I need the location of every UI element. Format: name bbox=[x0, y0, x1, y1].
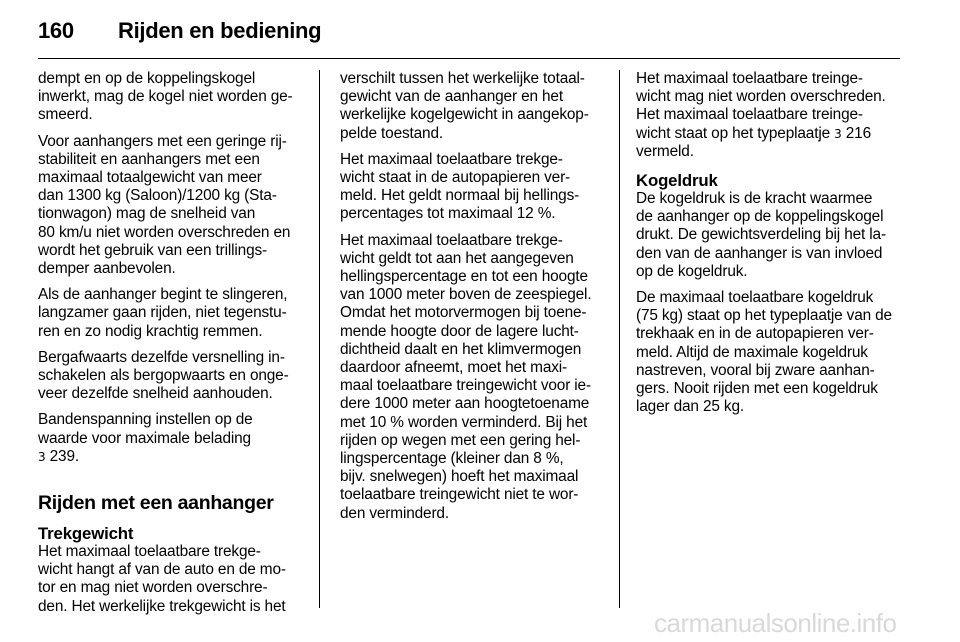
text-line: met 10 % worden verminderd. Bij het bbox=[340, 413, 588, 431]
text-line: toelaatbare treingewicht niet te wor- bbox=[340, 486, 579, 504]
text-line bbox=[636, 125, 911, 143]
text-line: wicht mag niet worden overschreden. bbox=[636, 88, 886, 106]
text-line: veer dezelfde snelheid aanhouden. bbox=[38, 385, 273, 403]
text-line: vermeld. bbox=[636, 142, 694, 160]
header-rule bbox=[38, 58, 900, 59]
text-line: Als de aanhanger begint te slingeren, bbox=[38, 286, 288, 304]
text-line: Bergafwaarts dezelfde versnelling in- bbox=[38, 348, 285, 366]
text-line: rijden op wegen met een gering hel- bbox=[340, 431, 581, 449]
text-line: Het maximaal toelaatbare treinge- bbox=[636, 106, 863, 124]
subsection-title: Trekgewicht bbox=[38, 524, 134, 544]
text-line: wicht geldt tot aan het aangegeven bbox=[340, 249, 574, 267]
text-line: drukt. De gewichtsverdeling bij het la- bbox=[636, 226, 886, 244]
text-line: De maximaal toelaatbare kogeldruk bbox=[636, 289, 874, 307]
running-title: Rijden en bediening bbox=[118, 18, 322, 43]
text-line: langzamer gaan rijden, niet tegenstu- bbox=[38, 304, 287, 322]
text-line: dempt en op de koppelingskogel bbox=[38, 70, 256, 87]
text-line: demper aanbevolen. bbox=[38, 260, 176, 278]
paragraph bbox=[636, 70, 911, 161]
text-line: smeerd. bbox=[38, 106, 93, 124]
text-line: dere 1000 meter aan hoogtetoename bbox=[340, 395, 590, 413]
page-reference-number: 216 bbox=[845, 124, 871, 142]
text-line: 80 km/u niet worden overschreden en bbox=[38, 223, 291, 241]
text-line: wicht hangt af van de auto en de mo- bbox=[38, 561, 286, 579]
text-line: tionwagon) mag de snelheid van bbox=[38, 205, 256, 223]
text-line: lager dan 25 kg. bbox=[636, 398, 744, 416]
text-line: meld. Altijd de maximale kogeldruk bbox=[636, 343, 868, 361]
text-line: (75 kg) staat op het typeplaatje van de bbox=[636, 307, 892, 325]
text-line: nastreven, vooral bij zware aanhan- bbox=[636, 361, 875, 379]
column-1 bbox=[38, 70, 308, 624]
text-line: bijv. snelwegen) hoeft het maximaal bbox=[340, 468, 579, 486]
page-header bbox=[0, 0, 960, 60]
text-line: stabiliteit en aanhangers met een bbox=[38, 150, 260, 168]
paragraph bbox=[340, 232, 615, 523]
text-line: gewicht van de aanhanger en het bbox=[340, 88, 563, 106]
text-line: den verminderd. bbox=[340, 504, 449, 522]
page-number: 160 bbox=[38, 18, 74, 43]
page-reference[interactable] bbox=[38, 448, 308, 466]
column-3 bbox=[636, 70, 911, 424]
text-line: daardoor afneemt, moet het maxi- bbox=[340, 359, 568, 377]
text-line: Omdat het motorvermogen bij toene- bbox=[340, 304, 587, 322]
paragraph bbox=[340, 151, 615, 224]
text-line: maal toelaatbare treingewicht voor ie- bbox=[340, 377, 591, 395]
text-line: ren en zo nodig krachtig remmen. bbox=[38, 322, 263, 340]
page-reference-icon: 3 bbox=[834, 126, 842, 141]
paragraph bbox=[38, 133, 308, 279]
page-reference-number: 239. bbox=[49, 447, 79, 465]
text-fragment: wicht staat op het typeplaatje bbox=[636, 124, 835, 142]
watermark: carmanualsonline.info bbox=[654, 608, 897, 638]
text-line: meld. Het geldt normaal bij hellings- bbox=[340, 187, 580, 205]
paragraph bbox=[636, 289, 911, 416]
text-line: Het maximaal toelaatbare trekge- bbox=[340, 231, 563, 249]
paragraph bbox=[636, 190, 911, 281]
text-line: gers. Nooit rijden met een kogeldruk bbox=[636, 380, 878, 398]
column-divider-1 bbox=[319, 70, 320, 608]
text-line: pelde toestand. bbox=[340, 124, 444, 142]
text-line: hellingspercentage en tot een hoogte bbox=[340, 268, 588, 286]
paragraph bbox=[38, 349, 308, 404]
page-reference-icon: 3 bbox=[38, 449, 46, 464]
paragraph bbox=[38, 411, 308, 466]
text-line: inwerkt, mag de kogel niet worden ge- bbox=[38, 88, 293, 106]
section-title: Rijden met een aanhanger bbox=[38, 492, 274, 515]
text-line: dan 1300 kg (Saloon)/1200 kg (Sta- bbox=[38, 187, 277, 205]
text-line: De kogeldruk is de kracht waarmee bbox=[636, 190, 873, 208]
text-line: maximaal totaalgewicht van meer bbox=[38, 169, 262, 187]
text-line: wicht staat in de autopapieren ver- bbox=[340, 169, 571, 187]
column-2 bbox=[340, 70, 615, 531]
paragraph bbox=[38, 70, 308, 125]
text-line: Het maximaal toelaatbare trekge- bbox=[340, 150, 563, 168]
page-reference[interactable] bbox=[834, 125, 871, 142]
text-line: Het maximaal toelaatbare trekge- bbox=[38, 543, 261, 561]
text-line: verschilt tussen het werkelijke totaal- bbox=[340, 70, 585, 87]
text-line: Bandenspanning instellen op de bbox=[38, 411, 253, 429]
text-line: trekhaak en in de autopapieren ver- bbox=[636, 325, 874, 343]
text-line: de aanhanger op de koppelingskogel bbox=[636, 208, 884, 226]
text-line: den. Het werkelijke trekgewicht is het bbox=[38, 597, 286, 615]
text-line: Voor aanhangers met een geringe rij- bbox=[38, 132, 287, 150]
text-line: waarde voor maximale belading bbox=[38, 429, 251, 447]
text-line: op de kogeldruk. bbox=[636, 262, 748, 280]
text-line: lingspercentage (kleiner dan 8 %, bbox=[340, 450, 564, 468]
paragraph bbox=[38, 543, 308, 616]
column-divider-2 bbox=[619, 70, 620, 608]
text-line: van 1000 meter boven de zeespiegel. bbox=[340, 286, 592, 304]
text-line: percentages tot maximaal 12 %. bbox=[340, 205, 556, 223]
text-line: werkelijke kogelgewicht in aangekop- bbox=[340, 106, 589, 124]
text-line: schakelen als bergopwaarts en onge- bbox=[38, 367, 289, 385]
text-line: mende hoogte door de lagere lucht- bbox=[340, 322, 579, 340]
paragraph bbox=[340, 70, 615, 143]
text-line: den van de aanhanger is van invloed bbox=[636, 244, 883, 262]
subsection-title: Kogeldruk bbox=[636, 171, 718, 191]
paragraph bbox=[38, 286, 308, 341]
text-line: tor en mag niet worden overschre- bbox=[38, 579, 268, 597]
text-line: dichtheid daalt en het klimvermogen bbox=[340, 340, 582, 358]
text-line: Het maximaal toelaatbare treinge- bbox=[636, 70, 863, 87]
text-line: wordt het gebruik van een trillings- bbox=[38, 241, 267, 259]
